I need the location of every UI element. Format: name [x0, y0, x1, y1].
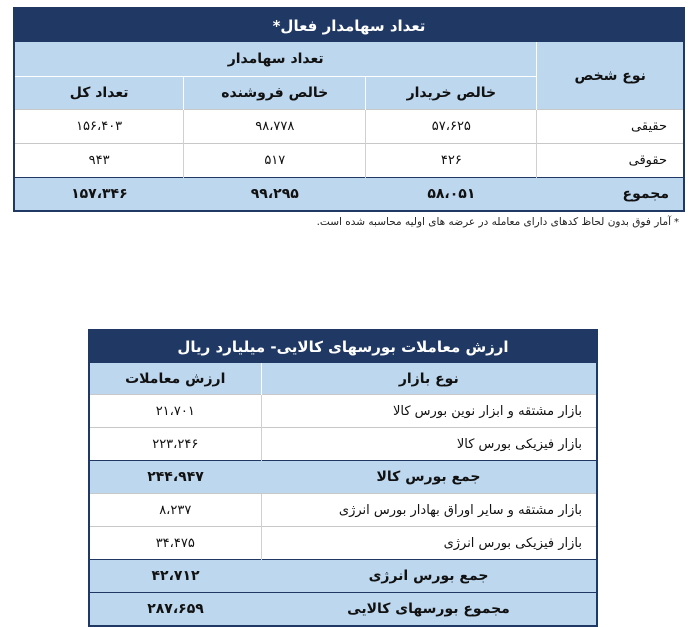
net-seller-cell: ۹۸،۷۷۸ — [184, 110, 366, 144]
active-shareholders-table — [13, 7, 685, 212]
footnote — [317, 216, 679, 228]
market-cell: بازار مشتقه و سایر اوراق بهادار بورس انرژی — [261, 494, 597, 527]
subtotal-label: جمع بورس کالا — [261, 461, 597, 494]
value-cell: ۲۱،۷۰۱ — [89, 395, 261, 428]
total-header: تعداد کل — [14, 77, 184, 110]
person-type-cell: حقیقی — [537, 110, 684, 144]
person-type-cell: حقوقی — [537, 144, 684, 178]
subtotal-value: ۲۴۴،۹۴۷ — [89, 461, 261, 494]
market-cell: بازار فیزیکی بورس کالا — [261, 428, 597, 461]
grand-total-row — [89, 593, 597, 627]
total-cell: ۱۵۶،۴۰۳ — [14, 110, 184, 144]
value-cell: ۲۲۳،۲۴۶ — [89, 428, 261, 461]
person-type-header: نوع شخص — [537, 42, 684, 110]
market-cell: بازار فیزیکی بورس انرژی — [261, 527, 597, 560]
net-seller-header: خالص فروشنده — [184, 77, 366, 110]
market-cell: بازار مشتقه و ابزار نوین بورس کالا — [261, 395, 597, 428]
sum-net-buyer: ۵۸،۰۵۱ — [366, 178, 537, 212]
footnote-star: * — [674, 217, 679, 228]
table-row — [89, 527, 597, 560]
table-row — [14, 144, 684, 178]
commodity-trades-table — [88, 329, 598, 627]
subtotal-row — [89, 560, 597, 593]
subtotal-label: جمع بورس انرژی — [261, 560, 597, 593]
grand-total-label: مجموع بورسهای کالایی — [261, 593, 597, 627]
total-cell: ۹۴۳ — [14, 144, 184, 178]
table-title: ارزش معاملات بورسهای کالایی- میلیارد ریال — [89, 330, 597, 363]
net-buyer-cell: ۴۲۶ — [366, 144, 537, 178]
table-row — [14, 110, 684, 144]
sum-label: مجموع — [537, 178, 684, 212]
sum-net-seller: ۹۹،۲۹۵ — [184, 178, 366, 212]
table-row — [89, 395, 597, 428]
value-cell: ۸،۲۳۷ — [89, 494, 261, 527]
table-row — [89, 494, 597, 527]
grand-total-value: ۲۸۷،۶۵۹ — [89, 593, 261, 627]
sum-total: ۱۵۷،۳۴۶ — [14, 178, 184, 212]
shareholders-group-header: تعداد سهامدار — [14, 42, 537, 77]
market-type-header: نوع بازار — [261, 363, 597, 395]
footnote-text: آمار فوق بدون لحاظ کدهای دارای معامله در عرضه های اولیه محاسبه شده است. — [316, 216, 671, 228]
table-row — [89, 428, 597, 461]
net-buyer-cell: ۵۷،۶۲۵ — [366, 110, 537, 144]
subtotal-value: ۴۲،۷۱۲ — [89, 560, 261, 593]
value-cell: ۳۴،۴۷۵ — [89, 527, 261, 560]
table-title: تعداد سهامدار فعال* — [14, 8, 684, 42]
sum-row — [14, 178, 684, 212]
trade-value-header: ارزش معاملات — [89, 363, 261, 395]
net-seller-cell: ۵۱۷ — [184, 144, 366, 178]
subtotal-row — [89, 461, 597, 494]
net-buyer-header: خالص خریدار — [366, 77, 537, 110]
